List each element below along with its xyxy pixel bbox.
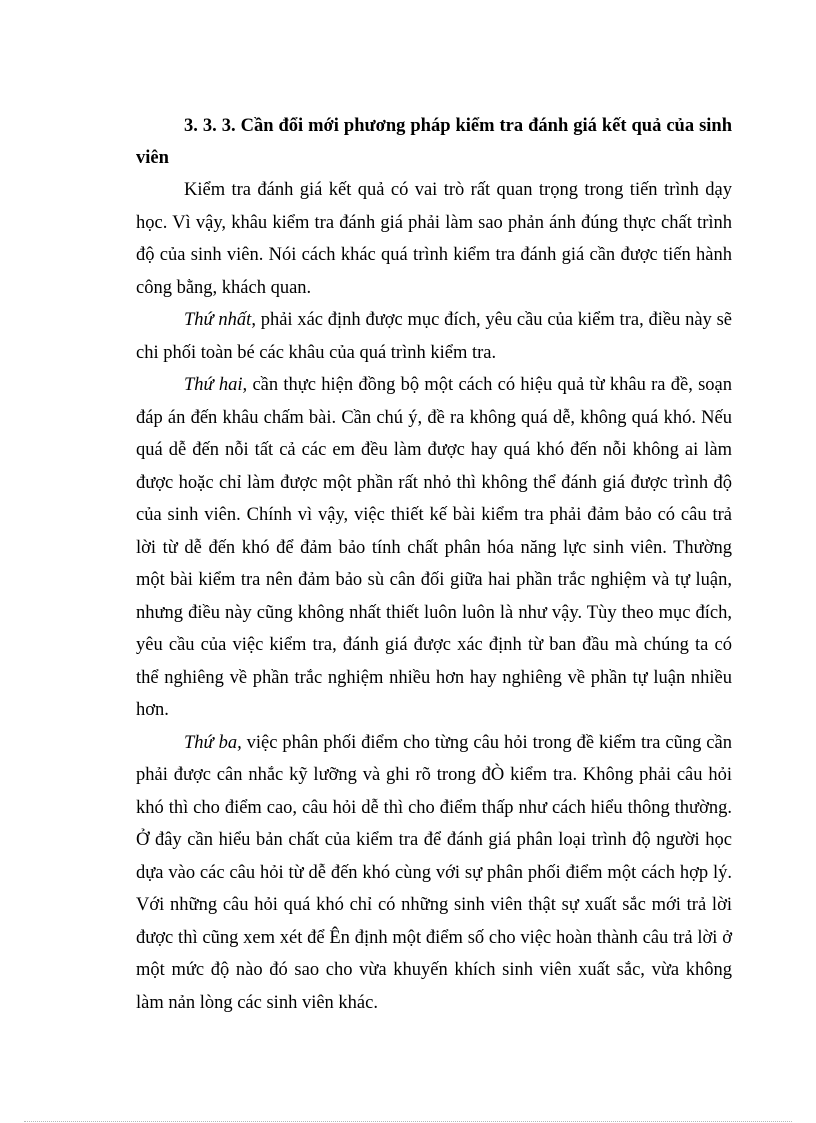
paragraph-first-lead: Thứ nhất — [184, 310, 252, 330]
paragraph-second — [136, 369, 732, 727]
paragraph-second-text: cần thực hiện đồng bộ một cách có hiệu quả từ khâu ra đề, soạn đáp án đến khâu chấm bài. Cần chú ý, đề ra không quá dễ, không quá khó. Nếu quá dễ đến nỗi tất cả các em đều làm được hay quá khó đến nỗi không ai làm được hoặc chỉ làm được một phần rất nhỏ thì không thể đánh giá được trình độ của sinh viên. Chính vì vậy, việc thiết kế bài kiểm tra phải đảm bảo có câu trả lời từ dễ đến khó để đảm bảo tính chất phân hóa năng lực sinh viên. Thường một bài kiểm tra nên đảm bảo sù cân đối giữa hai phần trắc nghiệm và tự luận, nhưng điều này cũng không nhất thiết luôn luôn là như vậy. Tùy theo mục đích, yêu cầu của việc kiểm tra, đánh giá được xác định từ ban đầu mà chúng ta có thể nghiêng về phần trắc nghiệm nhiều hơn hay nghiêng về phần tự luận nhiều hơn. — [136, 375, 732, 720]
document-page — [136, 110, 732, 1019]
section-heading: 3. 3. 3. Cần đổi mới phương pháp kiểm tra đánh giá kết quả của sinh viên — [136, 116, 732, 168]
paragraph-intro — [136, 174, 732, 304]
paragraph-second-lead: Thứ hai, — [184, 375, 248, 395]
page-bottom-divider — [24, 1121, 792, 1122]
paragraph-first — [136, 304, 732, 369]
paragraph-intro-text: Kiểm tra đánh giá kết quả có vai trò rất quan trọng trong tiến trình dạy học. Vì vậy, khâu kiểm tra đánh giá phải làm sao phản ánh đúng thực chất trình độ của sinh viên. Nói cách khác quá trình kiểm tra đánh giá cần được tiến hành công bằng, khách quan. — [136, 180, 732, 298]
paragraph-third-lead: Thứ ba, — [184, 732, 242, 753]
paragraph-third-text: việc phân phối điểm cho từng câu hỏi trong đề kiểm tra cũng cần phải được cân nhắc kỹ lưỡng và ghi rõ trong đÒ kiểm tra. Không phải câu hỏi khó thì cho điểm cao, câu hỏi dễ thì cho điểm thấp như cách hiểu thông thường. Ở đây cần hiểu bản chất của kiểm tra để đánh giá phân loại trình độ người học dựa vào các câu hỏi từ dễ đến khó cùng với sự phân phối điểm một cách hợp lý. Với những câu hỏi quá khó chỉ có những sinh viên thật sự xuất sắc mới trả lời được thì cũng xem xét để Ên định một điểm số cho việc hoàn thành câu trả lời ở một mức độ nào đó sao cho vừa khuyến khích sinh viên xuất sắc, vừa không làm nản lòng các sinh viên khác. — [136, 732, 732, 1013]
paragraph-third — [136, 727, 732, 1020]
paragraph-first-text: , phải xác định được mục đích, yêu cầu của kiểm tra, điều này sẽ chi phối toàn bé các khâu của quá trình kiểm tra. — [136, 310, 732, 363]
